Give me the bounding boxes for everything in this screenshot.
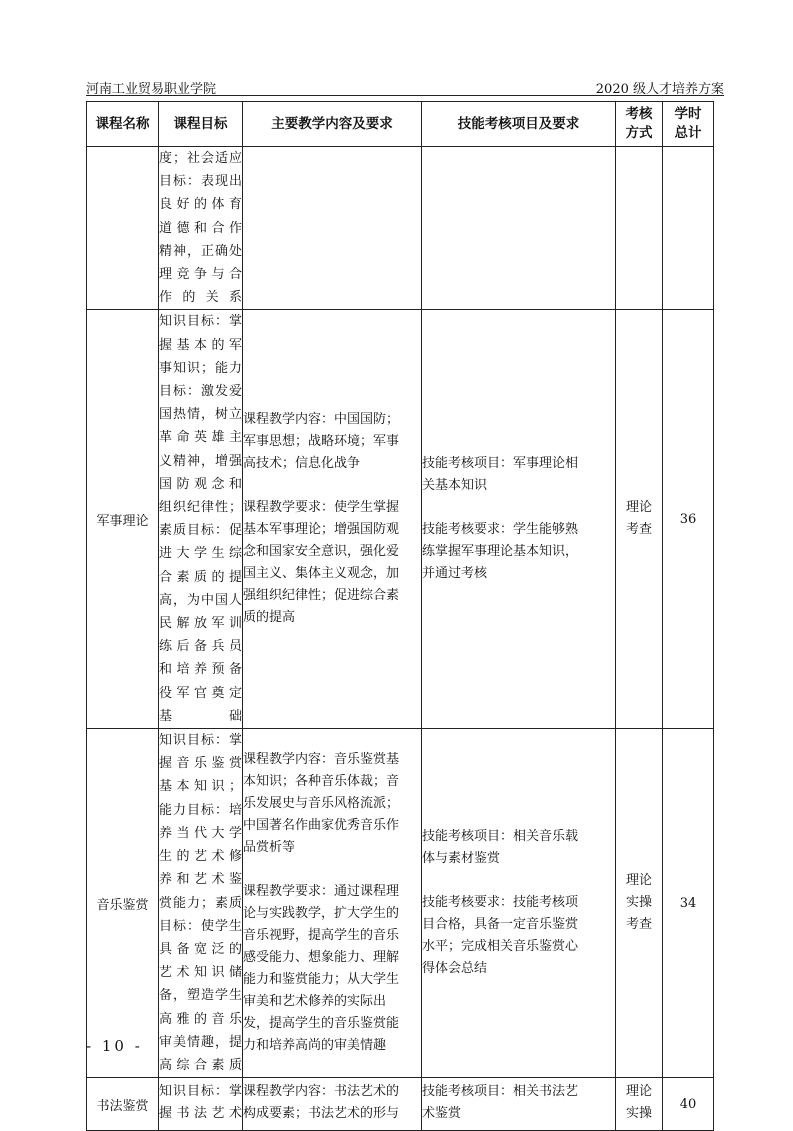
- assessment-method-line: 考查: [625, 522, 652, 538]
- column-header-hours-line: 总计: [674, 125, 702, 141]
- course-goal: [159, 1078, 243, 1131]
- course-goal-line: 和培养预备: [159, 662, 242, 678]
- teaching-content-line: 构成要素；书法艺术的形与: [243, 1106, 400, 1122]
- skill-assessment-line: 技能考核要求：学生能够熟: [422, 522, 579, 538]
- course-goal-line: 审美情趣，提: [159, 1034, 242, 1050]
- course-goal-line: 知识目标：掌: [159, 733, 242, 749]
- course-goal-line: 赏能力；素质: [159, 895, 242, 911]
- teaching-content-line: 力和培养高尚的审美情趣: [243, 1038, 387, 1054]
- teaching-content-line: 能力和鉴赏能力；从大学生: [243, 972, 400, 988]
- teaching-content-line: 军事思想；战略环境；军事: [243, 434, 400, 450]
- course-goal-line: 民解放军训: [159, 616, 242, 632]
- teaching-content-line: 中国著名作曲家优秀音乐作: [243, 818, 400, 834]
- teaching-content-line: 强组织纪律性；促进综合素: [243, 588, 400, 604]
- course-goal-line: 高雅的音乐: [159, 1011, 242, 1027]
- table-header-row: [87, 102, 714, 147]
- total-hours: 36: [663, 310, 714, 729]
- header-rule: [86, 95, 724, 96]
- teaching-content-line: 审美和艺术修养的实际出: [243, 994, 387, 1010]
- teaching-content-line: 发，提高学生的音乐鉴赏能: [243, 1016, 400, 1032]
- assessment-method: [616, 1078, 663, 1131]
- course-goal-line: 艺术知识储: [159, 965, 242, 981]
- table-row: [87, 147, 714, 310]
- course-name: 书法鉴赏: [87, 1078, 159, 1131]
- skill-assessment: [422, 729, 616, 1078]
- skill-assessment-line: 水平；完成相关音乐鉴赏心: [422, 939, 579, 955]
- teaching-content-line: 课程教学内容：书法艺术的: [243, 1084, 400, 1100]
- course-goal: [159, 147, 243, 310]
- course-goal-line: 具备宽泛的: [159, 941, 242, 957]
- course-goal-line: 高，为中国人: [159, 592, 242, 608]
- course-goal-line: 事知识；能力: [159, 360, 242, 376]
- teaching-content-line: 本知识；各种音乐体裁；音: [243, 774, 400, 790]
- skill-assessment-line: 并通过考核: [422, 566, 488, 582]
- column-header-skill: 技能考核项目及要求: [422, 102, 616, 147]
- skill-assessment-line: 关基本知识: [422, 478, 488, 494]
- teaching-content-line: 论与实践教学，扩大学生的: [243, 906, 400, 922]
- course-goal-line: 作的关系: [159, 290, 242, 306]
- teaching-content-line: 基本军事理论；增强国防观: [243, 522, 400, 538]
- teaching-content-line: 感受能力、想象能力、理解: [243, 950, 400, 966]
- teaching-content: [243, 147, 422, 310]
- course-goal: [159, 310, 243, 729]
- total-hours: [663, 147, 714, 310]
- course-goal-line: 知识目标：掌: [159, 314, 242, 330]
- skill-assessment-line: 技能考核项目：军事理论相: [422, 456, 579, 472]
- course-goal-line: 进大学生综: [159, 546, 242, 562]
- course-goal-line: 革命英雄主: [159, 430, 242, 446]
- column-header-goal: 课程目标: [159, 102, 243, 147]
- course-name: 音乐鉴赏: [87, 729, 159, 1078]
- course-goal-line: 养和艺术鉴: [159, 872, 242, 888]
- course-goal-line: 能力目标：培: [159, 802, 242, 818]
- assessment-method-line: 理论: [625, 1084, 652, 1100]
- teaching-content-line: 音乐视野，提高学生的音乐: [243, 928, 400, 944]
- column-header-method-line: 考核: [625, 106, 653, 122]
- course-goal-line: 良好的体育: [159, 197, 242, 213]
- course-name: 军事理论: [87, 310, 159, 729]
- course-goal-line: 合素质的提: [159, 569, 242, 585]
- course-goal-line: 练后备兵员: [159, 639, 242, 655]
- course-goal-line: 握书法艺术: [159, 1106, 242, 1122]
- total-hours: 34: [663, 729, 714, 1078]
- table-row: [87, 310, 714, 729]
- course-goal-line: 目标：表现出: [159, 174, 242, 190]
- course-name: [87, 147, 159, 310]
- assessment-method-line: 理论: [625, 500, 652, 516]
- skill-assessment-line: 得体会总结: [422, 961, 488, 977]
- course-goal-line: 备，塑造学生: [159, 988, 242, 1004]
- course-goal-line: 知识目标：掌: [159, 1084, 242, 1100]
- assessment-method: [616, 147, 663, 310]
- course-goal-line: 基本知识；: [159, 779, 242, 795]
- document-title: 2020 级人才培养方案: [595, 82, 724, 97]
- total-hours: 40: [663, 1078, 714, 1131]
- skill-assessment-line: 技能考核要求：技能考核项: [422, 895, 579, 911]
- teaching-content-line: 课程教学要求：通过课程理: [243, 884, 400, 900]
- course-goal-line: 高综合素质: [159, 1057, 242, 1073]
- column-header-name: 课程名称: [87, 102, 159, 147]
- teaching-content: [243, 1078, 422, 1131]
- course-goal-line: 基础: [159, 708, 242, 724]
- course-goal-line: 道德和合作: [159, 220, 242, 236]
- column-header-method: [616, 102, 663, 147]
- column-header-hours: [663, 102, 714, 147]
- skill-assessment-line: 体与素材鉴赏: [422, 851, 501, 867]
- course-goal-line: 役军官奠定: [159, 685, 242, 701]
- teaching-content-line: 课程教学内容：音乐鉴赏基: [243, 752, 400, 768]
- teaching-content-line: 乐发展史与音乐风格流派；: [243, 796, 400, 812]
- course-goal-line: 握基本的军: [159, 337, 242, 353]
- course-table: [86, 101, 714, 1131]
- teaching-content: [243, 310, 422, 729]
- table-row: [87, 729, 714, 1078]
- table-row: [87, 1078, 714, 1131]
- teaching-content-line: 课程教学要求：使学生掌握: [243, 500, 400, 516]
- course-goal-line: 组织纪律性；: [159, 500, 242, 516]
- teaching-content-line: 国主义、集体主义观念，加: [243, 566, 400, 582]
- teaching-content-line: 课程教学内容：中国国防；: [243, 412, 400, 428]
- skill-assessment-line: 技能考核项目：相关音乐载: [422, 829, 579, 845]
- page-number: - 10 -: [86, 1037, 143, 1055]
- column-header-method-line: 方式: [625, 125, 653, 141]
- course-goal-line: 国防观念和: [159, 476, 242, 492]
- course-goal-line: 养当代大学: [159, 825, 242, 841]
- course-goal-line: 精神，正确处: [159, 243, 242, 259]
- assessment-method: [616, 729, 663, 1078]
- skill-assessment: [422, 310, 616, 729]
- assessment-method-line: 理论: [625, 873, 652, 889]
- column-header-hours-line: 学时: [674, 106, 702, 122]
- column-header-content: 主要教学内容及要求: [243, 102, 422, 147]
- skill-assessment: [422, 1078, 616, 1131]
- course-goal-line: 国热情，树立: [159, 407, 242, 423]
- page-header: [86, 78, 724, 96]
- skill-assessment-line: 技能考核项目：相关书法艺: [422, 1084, 579, 1100]
- course-goal-line: 目标：激发爱: [159, 384, 242, 400]
- course-goal-line: 理竞争与合: [159, 267, 242, 283]
- course-goal-line: 握音乐鉴赏: [159, 756, 242, 772]
- skill-assessment-line: 练掌握军事理论基本知识，: [422, 544, 579, 560]
- skill-assessment-line: 目合格，具备一定音乐鉴赏: [422, 917, 579, 933]
- teaching-content-line: 质的提高: [243, 610, 296, 626]
- course-goal-line: 生的艺术修: [159, 849, 242, 865]
- course-goal-line: 目标：使学生: [159, 918, 242, 934]
- course-goal-line: 素质目标：促: [159, 523, 242, 539]
- skill-assessment: [422, 147, 616, 310]
- course-goal-line: 义精神，增强: [159, 453, 242, 469]
- teaching-content-line: 念和国家安全意识，强化爱: [243, 544, 400, 560]
- assessment-method: [616, 310, 663, 729]
- teaching-content: [243, 729, 422, 1078]
- assessment-method-line: 实操: [625, 895, 652, 911]
- assessment-method-line: 考查: [625, 917, 652, 933]
- school-name: 河南工业贸易职业学院: [86, 82, 217, 97]
- teaching-content-line: 高技术；信息化战争: [243, 456, 361, 472]
- skill-assessment-line: 术鉴赏: [422, 1106, 462, 1122]
- course-goal: [159, 729, 243, 1078]
- assessment-method-line: 实操: [625, 1106, 652, 1122]
- teaching-content-line: 品赏析等: [243, 840, 296, 856]
- course-goal-line: 度；社会适应: [159, 151, 242, 166]
